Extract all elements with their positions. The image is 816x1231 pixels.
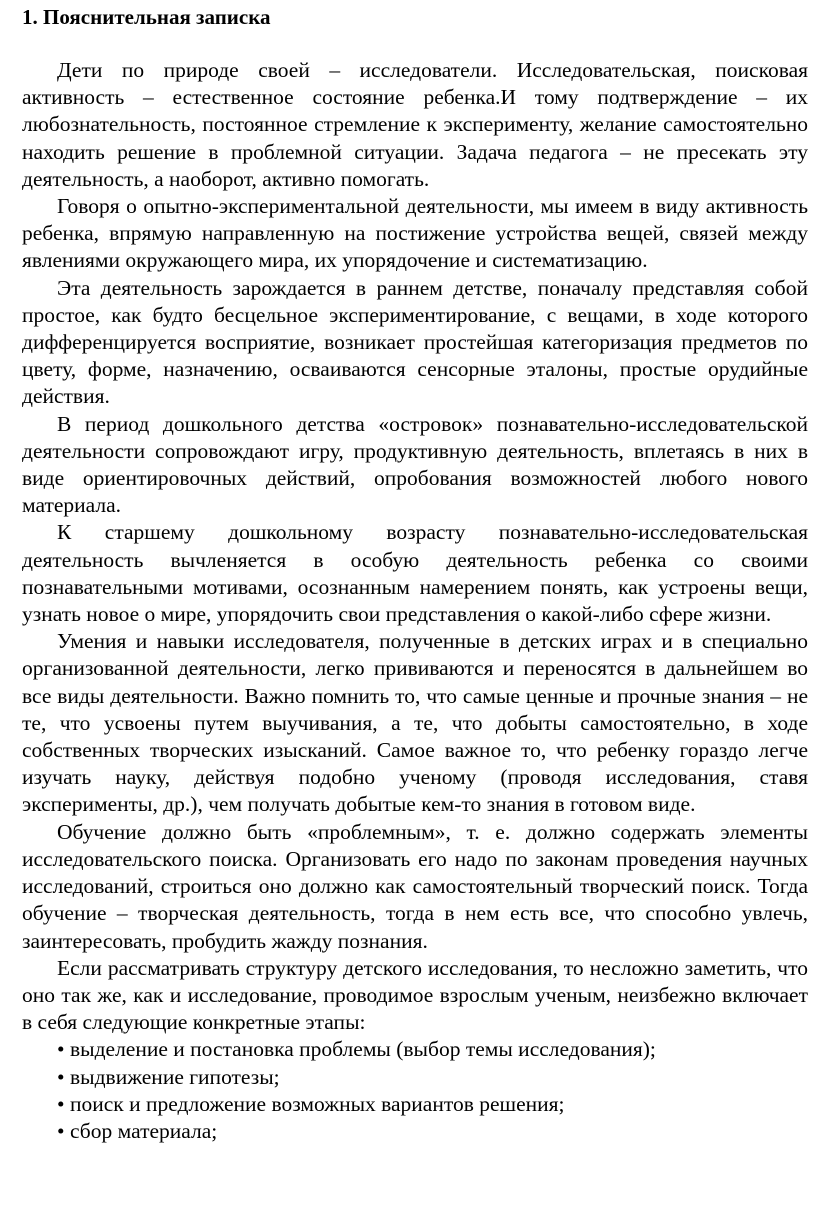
heading-spacer — [22, 30, 808, 57]
document-heading: 1. Пояснительная записка — [22, 5, 271, 29]
list-item — [57, 1064, 808, 1091]
list-item-text: выдвижение гипотезы; — [70, 1064, 280, 1089]
list-item-text: поиск и предложение возможных вариантов решения; — [70, 1091, 565, 1116]
list-item — [57, 1118, 808, 1145]
list-item-text: сбор материала; — [70, 1118, 218, 1143]
list-item — [57, 1036, 808, 1063]
paragraph-senior-preschool: К старшему дошкольному возрасту познавательно-исследовательская деятельность вычленяется в особую деятельность ребенка со своими познавательными мотивами, осознанным намерением понять, как устроены вещи, узнать новое о мире, упорядочить свои представления о какой-либо сфере жизни. — [22, 520, 808, 627]
paragraph-experimental-activity: Говоря о опытно-экспериментальной деятельности, мы имеем в виду активность ребенка, впрямую направленную на постижение устройства вещей, связей между явлениями окружающего мира, их упорядочение и систематизацию. — [22, 194, 808, 273]
paragraph-intro: Дети по природе своей – исследователи. Исследовательская, поисковая активность – естественное состояние ребенка.И тому подтверждение – их любознательность, постоянное стремление к эксперименту, желание самостоятельно находить решение в проблемной ситуации. Задача педагога – не пресекать эту деятельность, а наоборот, активно помогать. — [22, 58, 808, 191]
list-item — [57, 1091, 808, 1118]
paragraph-early-childhood: Эта деятельность зарождается в раннем детстве, поначалу представляя собой простое, как будто бесцельное экспериментирование, с вещами, в ходе которого дифференцируется восприятие, возникает простейшая категоризация предметов по цвету, форме, назначению, осваиваются сенсорные эталоны, простые орудийные действия. — [22, 275, 808, 409]
bullet-mark: • — [57, 1037, 65, 1062]
bullet-mark: • — [57, 1091, 65, 1116]
bullet-mark: • — [57, 1064, 65, 1089]
research-stages-list — [22, 1036, 808, 1145]
paragraph-research-structure: Если рассматривать структуру детского исследования, то несложно заметить, что оно так же, как и исследование, проводимое взрослым ученым, неизбежно включает в себя следующие конкретные этапы: — [22, 955, 808, 1035]
list-item-text: выделение и постановка проблемы (выбор темы исследования); — [70, 1037, 656, 1062]
bullet-mark: • — [57, 1118, 65, 1143]
paragraph-problem-learning: Обучение должно быть «проблемным», т. е. должно содержать элементы исследовательского поиска. Организовать его надо по законам проведения научных исследований, строиться оно должно как самостоятельный творческий поиск. Тогда обучение – творческая деятельность, тогда в нем есть все, что способно увлечь, заинтересовать, пробудить жажду познания. — [22, 819, 808, 953]
paragraph-preschool-period: В период дошкольного детства «островок» познавательно-исследовательской деятельности сопровождают игру, продуктивную деятельность, вплетаясь в них в виде ориентировочных действий, опробования возможностей любого нового материала. — [22, 411, 808, 518]
paragraph-researcher-skills: Умения и навыки исследователя, полученные в детских играх и в специально организованной деятельности, легко прививаются и переносятся в дальнейшем во все виды деятельности. Важно помнить то, что самые ценные и прочные знания – не те, что усвоены путем выучивания, а те, что добыты самостоятельно, в ходе собственных творческих изысканий. Самое важное то, что ребенку гораздо легче изучать науку, действуя подобно ученому (проводя исследования, ставя эксперименты, др.), чем получать добытые кем-то знания в готовом виде. — [22, 629, 808, 817]
